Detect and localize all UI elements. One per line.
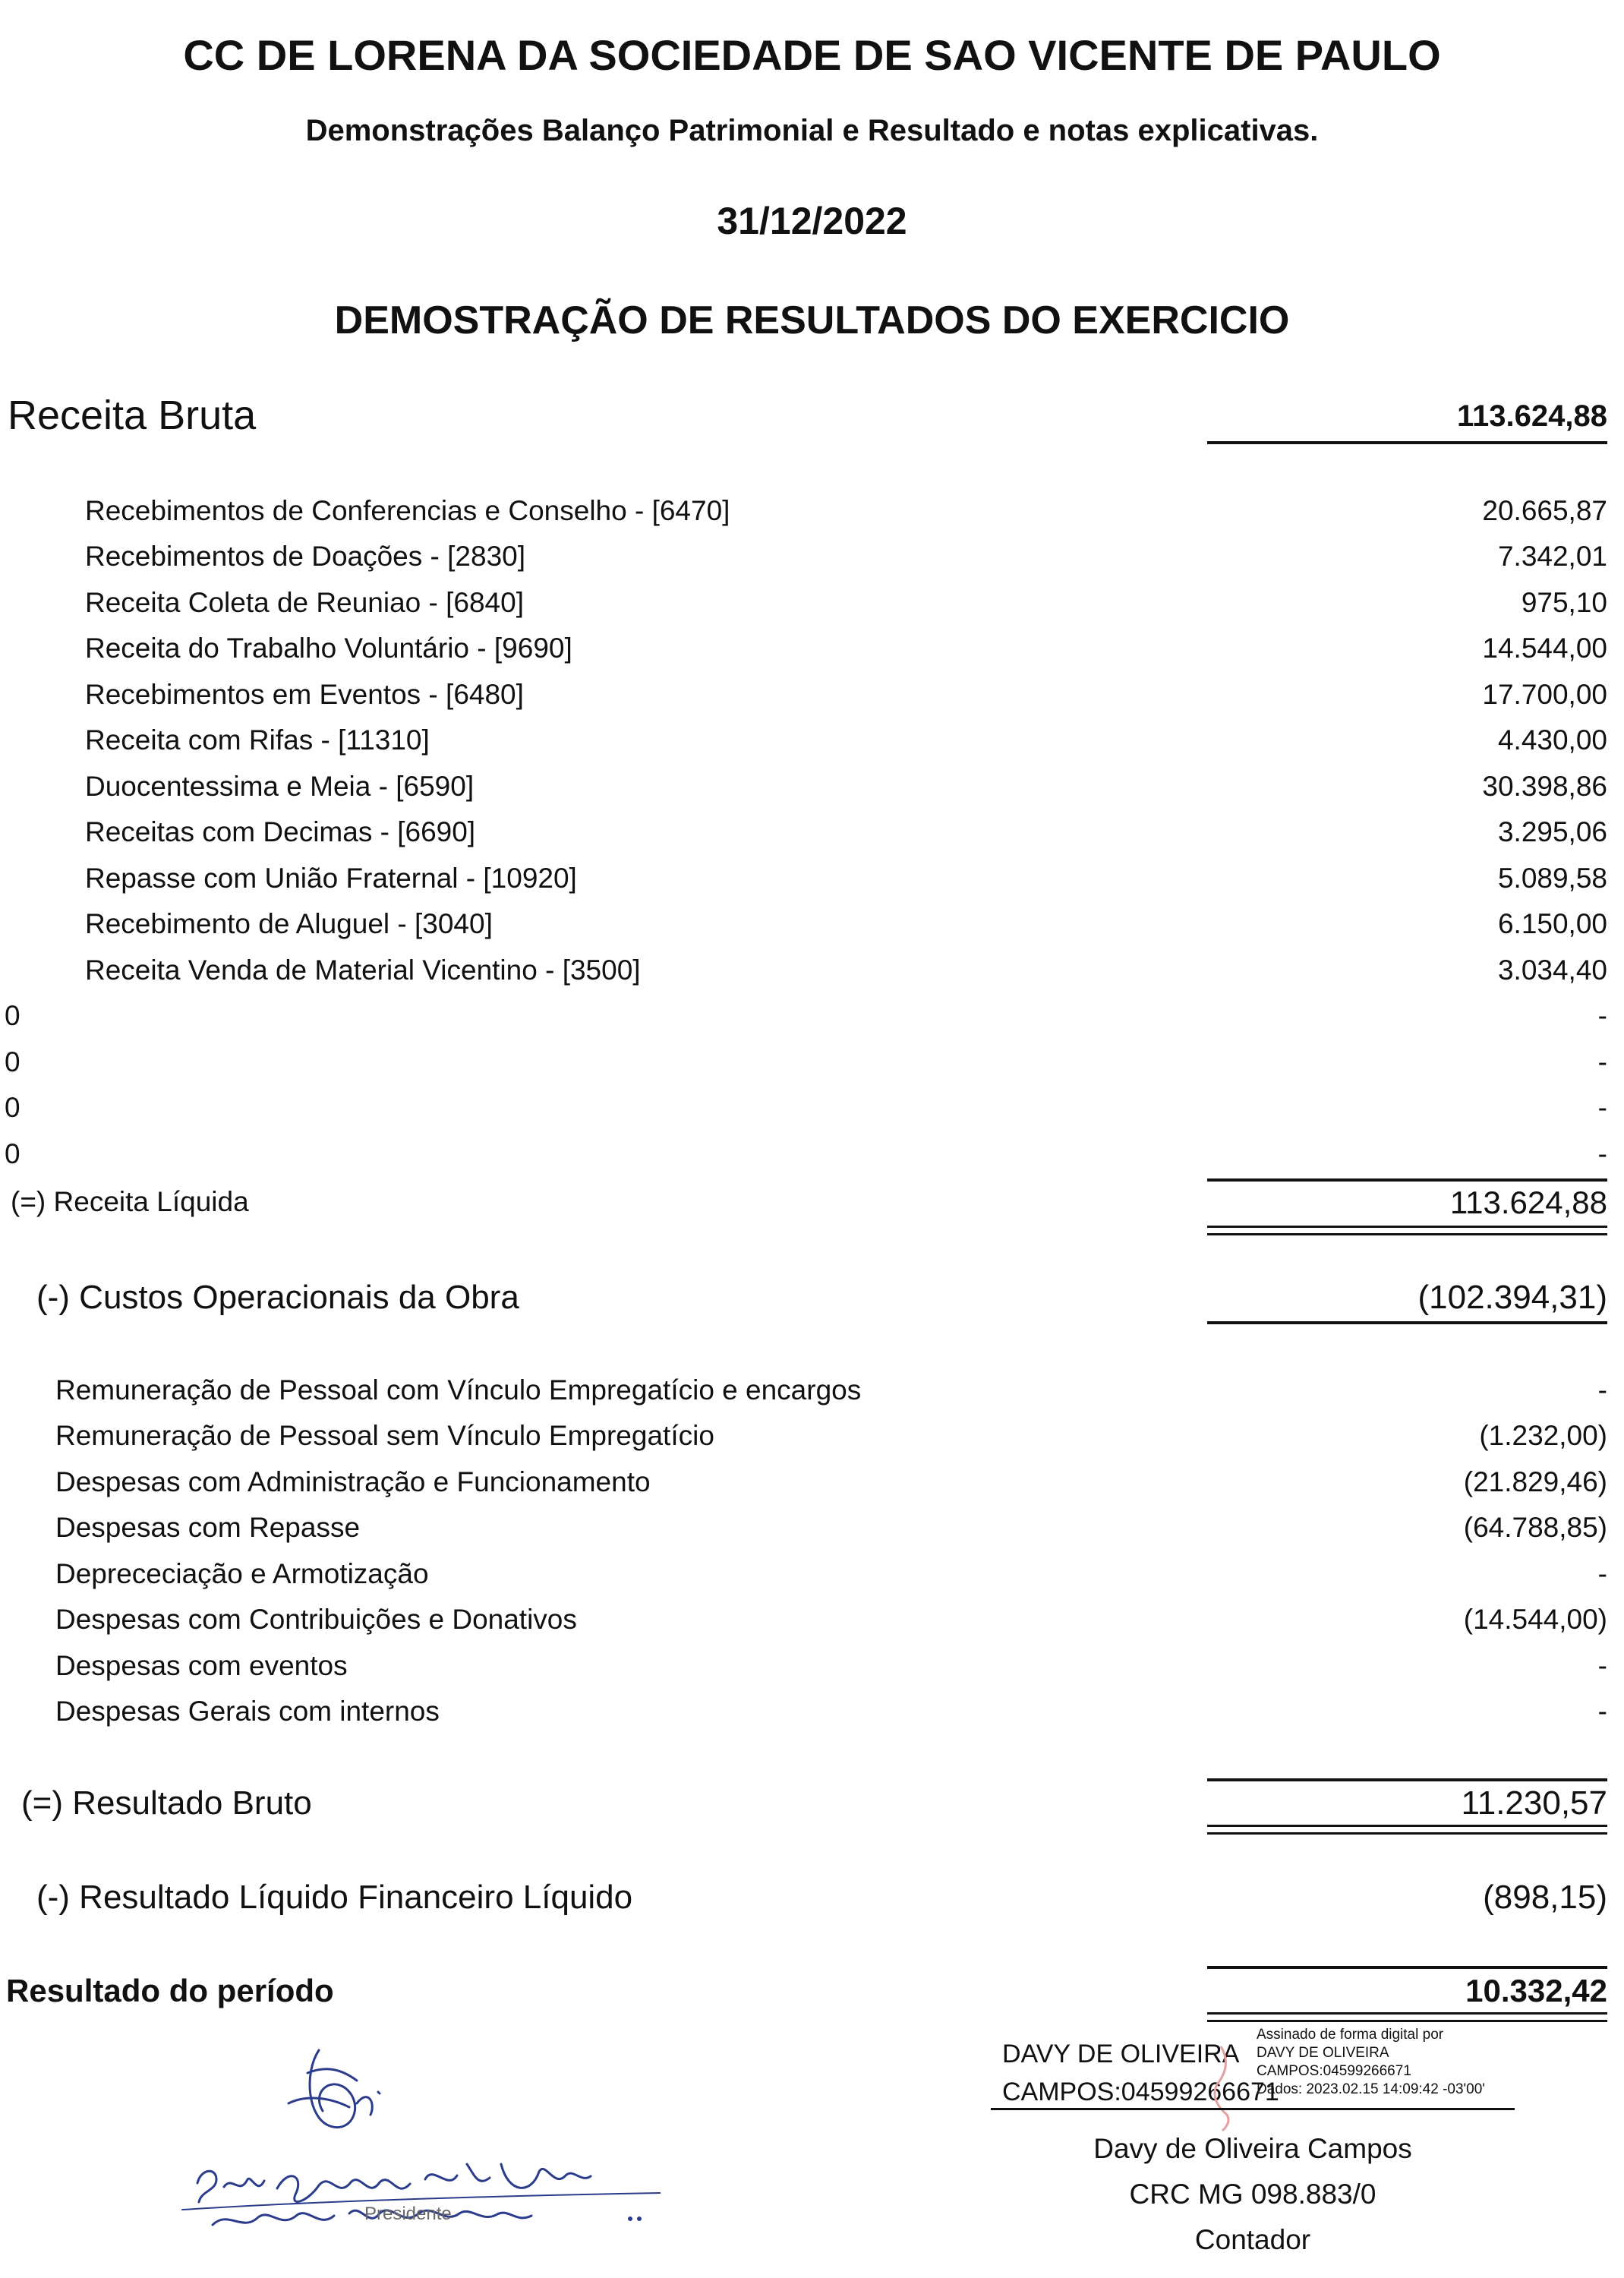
receita-label: Recebimentos de Conferencias e Conselho - [6470]	[85, 495, 730, 526]
resultado-financeiro-value: (898,15)	[1483, 1879, 1607, 1916]
contador-block	[991, 2126, 1515, 2263]
resultado-bruto-label: (=) Resultado Bruto	[21, 1784, 312, 1822]
zero-row-label: 0	[5, 1000, 20, 1031]
stamp-line: DAVY DE OLIVEIRA	[1257, 2045, 1389, 2061]
receita-value: 14.544,00	[1482, 633, 1607, 664]
receita-label: Recebimentos de Doações - [2830]	[85, 541, 526, 572]
receita-value: 5.089,58	[1497, 863, 1607, 894]
receita-label: Receita Coleta de Reuniao - [6840]	[85, 587, 524, 618]
receita-liquida-value: 113.624,88	[1449, 1185, 1607, 1220]
receita-liquida-topline	[1207, 1178, 1607, 1182]
receita-label: Duocentessima e Meia - [6590]	[85, 771, 475, 802]
receita-label: Receitas com Decimas - [6690]	[85, 816, 476, 847]
custos-underline	[1207, 1321, 1607, 1324]
receita-label: Repasse com União Fraternal - [10920]	[85, 863, 577, 894]
despesa-label: Despesas com Contribuições e Donativos	[55, 1604, 577, 1635]
despesa-label: Deprececiação e Armotização	[55, 1558, 429, 1589]
despesa-label: Remuneração de Pessoal com Vínculo Empregatício e encargos	[55, 1374, 862, 1406]
despesa-value: (64.788,85)	[1463, 1512, 1607, 1543]
contador-name: Davy de Oliveira Campos	[1093, 2133, 1412, 2164]
despesa-value: -	[1597, 1374, 1607, 1406]
contador-role: Contador	[1194, 2224, 1311, 2255]
resultado-financeiro-label: (-) Resultado Líquido Financeiro Líquido	[36, 1879, 633, 1916]
zero-row-value: -	[1597, 1092, 1607, 1123]
despesa-value: (14.544,00)	[1463, 1604, 1607, 1635]
resultado-periodo-label: Resultado do período	[6, 1973, 334, 2008]
custos-value: (102.394,31)	[1417, 1279, 1607, 1316]
despesa-value: -	[1597, 1650, 1607, 1681]
resultado-periodo-value: 10.332,42	[1465, 1973, 1607, 2008]
zero-row-value: -	[1597, 1046, 1607, 1077]
digital-signature-name-line2: CAMPOS:04599266671	[1002, 2078, 1279, 2106]
receita-label: Recebimentos em Eventos - [6480]	[85, 679, 524, 710]
receita-label: Receita do Trabalho Voluntário - [9690]	[85, 633, 572, 664]
receita-value: 3.034,40	[1497, 954, 1607, 986]
receita-label: Recebimento de Aluguel - [3040]	[85, 908, 493, 939]
stamp-line: Assinado de forma digital por	[1257, 2027, 1444, 2043]
resultado-periodo-double-line-1	[1207, 2012, 1607, 2015]
contador-signature-line	[991, 2108, 1515, 2110]
presidente-label: Presidente	[364, 2204, 452, 2224]
section-title: DEMOSTRAÇÃO DE RESULTADOS DO EXERCICIO	[334, 298, 1290, 342]
receita-value: 17.700,00	[1482, 679, 1607, 710]
receita-value: 30.398,86	[1482, 771, 1607, 802]
resultado-bruto-double-line-1	[1207, 1825, 1607, 1827]
receita-bruta-underline	[1207, 441, 1607, 444]
receita-value: 3.295,06	[1497, 816, 1607, 847]
receita-liquida-double-line-1	[1207, 1226, 1607, 1228]
despesa-value: -	[1597, 1558, 1607, 1589]
despesa-value: (21.829,46)	[1463, 1466, 1607, 1497]
zero-row-value: -	[1597, 1000, 1607, 1031]
receita-value: 20.665,87	[1482, 495, 1607, 526]
resultado-periodo-double-line-2	[1207, 2020, 1607, 2022]
resultado-bruto-value: 11.230,57	[1461, 1784, 1607, 1822]
zero-row-label: 0	[5, 1046, 20, 1077]
custos-label: (-) Custos Operacionais da Obra	[36, 1279, 519, 1316]
receita-label: Receita Venda de Material Vicentino - [3500]	[85, 954, 641, 986]
resultado-periodo-topline	[1207, 1966, 1607, 1969]
resultado-bruto-topline	[1207, 1778, 1607, 1781]
despesa-label: Despesas com Repasse	[55, 1512, 361, 1543]
despesa-label: Despesas com Administração e Funcionamento	[55, 1466, 651, 1497]
despesa-value: (1.232,00)	[1479, 1420, 1607, 1451]
receita-bruta-value: 113.624,88	[1457, 399, 1607, 433]
resultado-bruto-double-line-2	[1207, 1832, 1607, 1835]
receita-value: 975,10	[1521, 587, 1607, 618]
contador-crc: CRC MG 098.883/0	[1129, 2179, 1376, 2210]
despesa-value: -	[1597, 1696, 1607, 1727]
receita-bruta-label: Receita Bruta	[8, 393, 257, 438]
receita-liquida-double-line-2	[1207, 1233, 1607, 1235]
stamp-line: Dados: 2023.02.15 14:09:42 -03'00'	[1257, 2081, 1485, 2097]
document-title: CC DE LORENA DA SOCIEDADE DE SAO VICENTE DE PAULO	[183, 31, 1441, 79]
digital-signature-name-line1: DAVY DE OLIVEIRA	[1002, 2040, 1240, 2068]
receita-value: 7.342,01	[1497, 541, 1607, 572]
receita-liquida-label: (=) Receita Líquida	[11, 1186, 249, 1217]
despesa-label: Despesas com eventos	[55, 1650, 348, 1681]
zero-row-label: 0	[5, 1092, 20, 1123]
zero-row-label: 0	[5, 1138, 20, 1169]
digital-signature-mark	[1206, 2043, 1244, 2134]
document-subtitle: Demonstrações Balanço Patrimonial e Resultado e notas explicativas.	[305, 114, 1319, 147]
zero-row-value: -	[1597, 1138, 1607, 1169]
despesa-label: Despesas Gerais com internos	[55, 1696, 440, 1727]
despesa-label: Remuneração de Pessoal sem Vínculo Empregatício	[55, 1420, 714, 1451]
document-date: 31/12/2022	[717, 200, 907, 242]
stamp-line: CAMPOS:04599266671	[1257, 2063, 1411, 2079]
receita-value: 4.430,00	[1497, 724, 1607, 756]
receita-value: 6.150,00	[1497, 908, 1607, 939]
digital-signature-stamp	[1257, 2026, 1485, 2099]
receita-label: Receita com Rifas - [11310]	[85, 724, 430, 756]
